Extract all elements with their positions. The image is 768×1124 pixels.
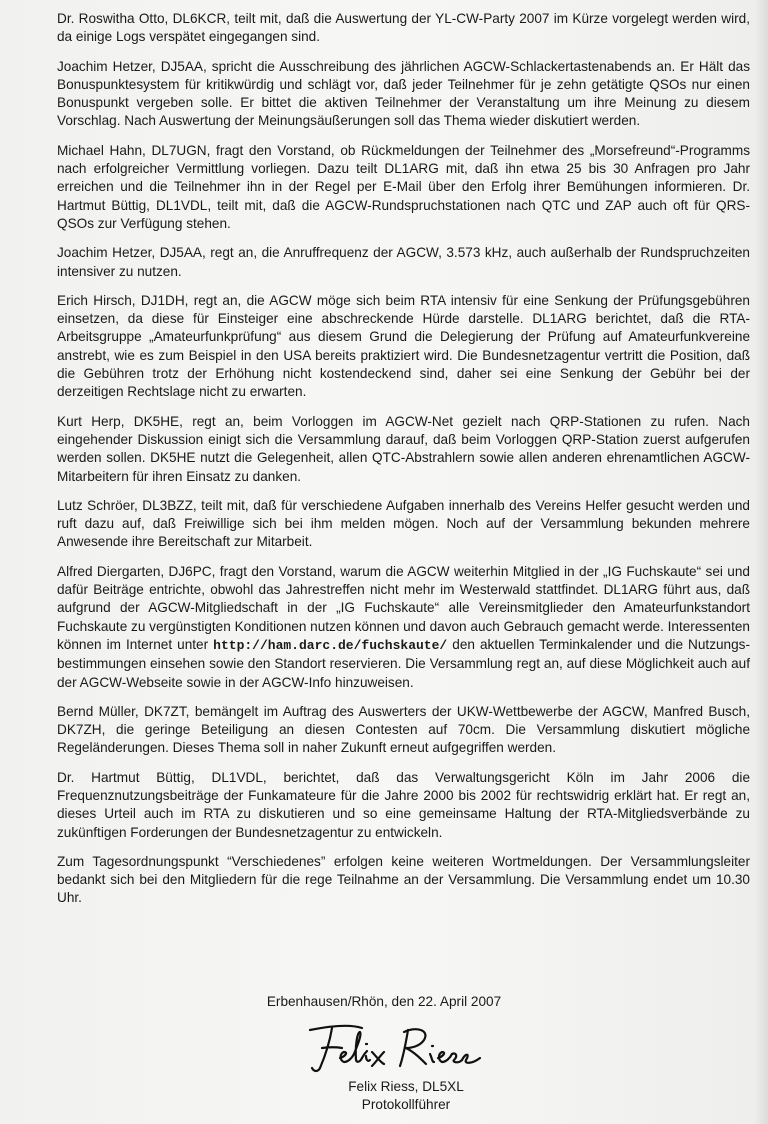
signer-block [0, 1078, 768, 1114]
paragraph-buettig-verwaltungsgericht: Dr. Hartmut Büttig, DL1VDL, berichtet, daß das Verwaltungsgericht Köln im Jahr 2006 die Frequenznutzungsbeiträge der Funkamateure für die Jahre 2000 bis 2002 für rechtswidrig erklärt hat. Er regt an, dieses Urteil auch im RTA zu diskutieren und so eine gemeinsame Haltung der RTA-Mitgliedsverbände zu zukünftigen Forderungen der Bundesnetzagentur zu entwickeln. [57, 769, 750, 840]
paragraph-text-after-url: den aktuellen Terminkalender und die Nutzungs-bestimmungen einsehen sowie den Standort reservieren. Die Versammlung regt an, auf diese Möglichkeit auch auf der AGCW-Webseite sowie in der AGCW-Info hinzuweisen. [57, 636, 750, 690]
dateline: Erbenhausen/Rhön, den 22. April 2007 [266, 994, 502, 1009]
paragraph-diergarten-fuchskaute [57, 563, 750, 692]
paragraph-schroeer-helfer: Lutz Schröer, DL3BZZ, teilt mit, daß für verschiedene Aufgaben innerhalb des Vereins Helfer gesucht werden und ruft dazu auf, daß Freiwillige sich bei ihm melden mögen. Noch auf der Versammlung bekunden mehrere Anwesende ihre Bereitschaft zur Mitarbeit. [57, 497, 750, 550]
paragraph-hahn-morsefreund: Michael Hahn, DL7UGN, fragt den Vorstand, ob Rückmeldungen der Teilnehmer des „Morsefreund“-Programms nach erfolgreicher Vermittlung vorliegen. Dazu teilt DL1ARG mit, daß ihn etwa 25 bis 30 Anfragen pro Jahr erreichen und die Teilnehmer ihn in der Regel per E-Mail über den Erfolg ihrer Bemühungen informieren. Dr. Hartmut Büttig, DL1VDL, teilt mit, daß die AGCW-Rundspruchstationen nach QTC und ZAP auch oft für QRS-QSOs zur Verfügung stehen. [57, 142, 750, 231]
handwritten-signature [300, 1018, 500, 1074]
fuchskaute-url: http://ham.darc.de/fuchskaute/ [213, 637, 448, 653]
page-edge-shadow [754, 0, 768, 1124]
paragraph-text-before-url: Alfred Diergarten, DJ6PC, fragt den Vorstand, warum die AGCW weiterhin Mitglied in der „IG Fuchskaute“ sei und dafür Beiträge entrichte, obwohl das Jahrestreffen nicht mehr im Westerwald stattfindet. DL1ARG führt aus, daß aufgrund der AGCW-Mitgliedschaft in der „IG Fuchskaute“ alle Vereinsmitglieder den Amateurfunkstandort Fuchskaute zu vergünstigten Konditionen nutzen können und davon auch Gebrauch gemacht werde. Interessenten können im Internet unter [57, 563, 750, 652]
paragraph-verschiedenes: Zum Tagesordnungspunkt “Verschiedenes” erfolgen keine weiteren Wortmeldungen. Der Versammlungsleiter bedankt sich bei den Mitgliedern für die rege Teilnahme an der Versammlung. Die Versammlung endet um 10.30 Uhr. [57, 853, 750, 906]
signer-name: Felix Riess, DL5XL [348, 1079, 464, 1094]
signer-role: Protokollführer [361, 1097, 451, 1112]
paragraph-hirsch-pruefungsgebuehren: Erich Hirsch, DJ1DH, regt an, die AGCW möge sich beim RTA intensiv für eine Senkung der Prüfungsgebühren einsetzen, da diese für Einsteiger eine abschreckende Hürde darstelle. DL1ARG berichtet, daß die RTA-Arbeitsgruppe „Amateurfunkprüfung“ aus diesem Grund die Delegierung der Prüfung auf Amateurfunkvereine anstrebt, wie es zum Beispiel in den USA bereits praktiziert wird. Die Bundesnetzagentur vertritt die Position, daß die Gebühren trotz der Erhöhung nicht kostendeckend sind, daher sei eine Senkung der Gebühr bei der derzeitigen Rechtslage nicht zu erwarten. [57, 292, 750, 400]
paragraph-hetzer-anruffrequenz: Joachim Hetzer, DJ5AA, regt an, die Anruffrequenz der AGCW, 3.573 kHz, auch außerhalb der Rundspruchzeiten intensiver zu nutzen. [57, 245, 750, 279]
paragraph-otto: Dr. Roswitha Otto, DL6KCR, teilt mit, daß die Auswertung der YL-CW-Party 2007 im Kürze vorgelegt werden wird, da einige Logs verspätet eingegangen sind. [57, 11, 750, 45]
paragraph-herp-qrp: Kurt Herp, DK5HE, regt an, beim Vorloggen im AGCW-Net gezielt nach QRP-Stationen zu rufen. Nach eingehender Diskussion einigt sich die Versammlung darauf, daß beim Vorloggen QRP-Station zuerst aufgerufen werden sollen. DK5HE nutzt die Gelegenheit, allen QTC-Abstrahlern sowie allen anderen ehrenamtlichen AGCW-Mitarbeitern für ihren Einsatz zu danken. [57, 413, 750, 484]
paragraph-mueller-ukw: Bernd Müller, DK7ZT, bemängelt im Auftrag des Auswerters der UKW-Wettbewerbe der AGCW, Manfred Busch, DK7ZH, die geringe Beteiligung an diesen Contesten auf 70cm. Die Versammlung diskutiert mögliche Regeländerungen. Dieses Thema soll in naher Zukunft erneut aufgegriffen werden. [57, 703, 750, 756]
protocol-body [57, 10, 750, 919]
paragraph-hetzer-schlackertaste: Joachim Hetzer, DJ5AA, spricht die Ausschreibung des jährlichen AGCW-Schlackertastenabends an. Er Hält das Bonuspunktesystem für kritikwürdig und schlägt vor, daß jeder Teilnehmer für je zehn getätigte QSOs nur einen Bonuspunkt vergeben solle. Er bittet die aktiven Teilnehmer der Veranstaltung um ihre Meinung zu diesem Vorschlag. Nach Auswertung der Meinungsäußerungen soll das Thema wieder diskutiert werden. [57, 58, 750, 129]
